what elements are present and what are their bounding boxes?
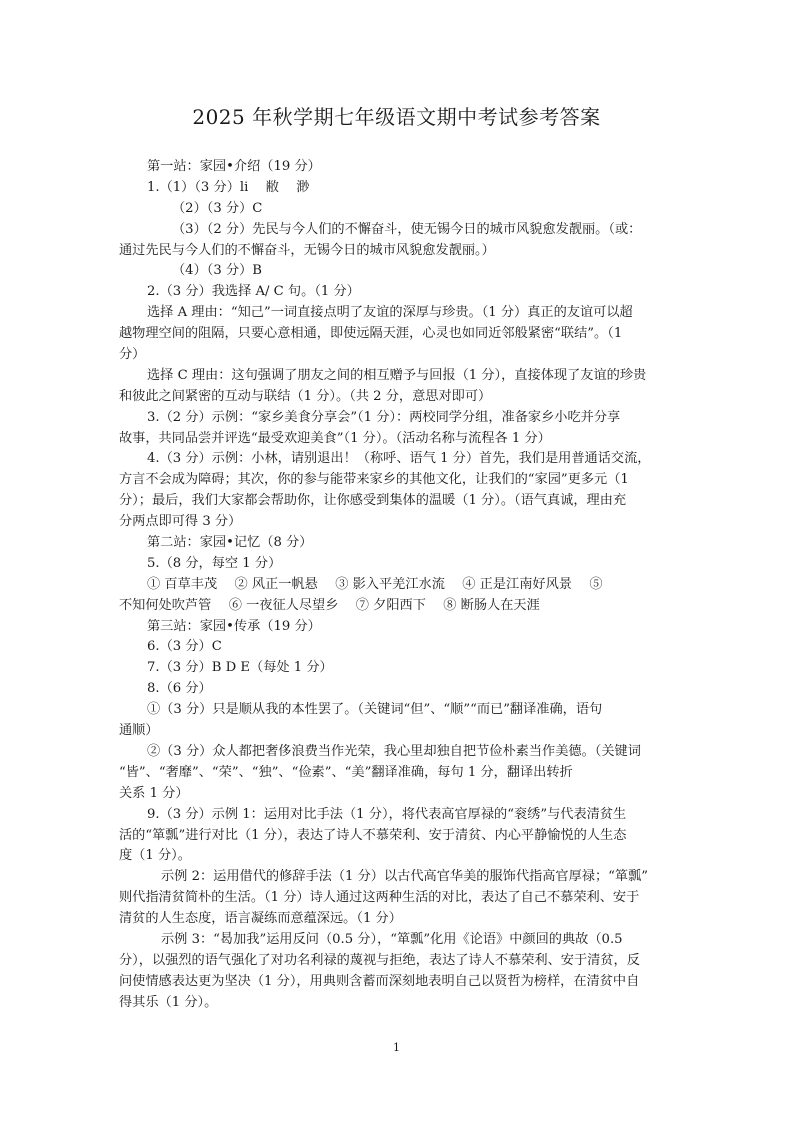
answer-line: 8.（6 分）	[147, 681, 212, 697]
answer-line: 故事，共同品尝并评选“最受欢迎美食”（1 分）。（活动名称与流程各 1 分）	[119, 430, 551, 446]
answer-line: 5.（8 分，每空 1 分）	[147, 555, 282, 571]
answer-line: ①（3 分）只是顺从我的本性罢了。（关键词“但”、“顺”“而已”翻译准确，语句	[147, 702, 603, 718]
answer-line: 9.（3 分）示例 1：运用对比手法（1 分），将代表高官厚禄的“衮绣”与代表清贫生	[147, 806, 627, 822]
section-heading: 第一站：家园•介绍（19 分）	[147, 159, 321, 174]
answer-line: 清贫的人生态度，语言凝练而意蕴深远。（1 分）	[119, 911, 402, 927]
section-heading: 第三站：家园•传承（19 分）	[147, 618, 321, 634]
answer-line: ②（3 分）众人都把奢侈浪费当作光荣，我心里却独自把节俭朴素当作美德。（关键词	[147, 743, 641, 759]
answer-line: 分），以强烈的语气强化了对功名利禄的蔑视与拒绝，表达了诗人不慕荣利、安于清贫，反	[119, 952, 640, 968]
answer-line: 和彼此之间紧密的互动与联结（1 分）。（共 2 分，意思对即可）	[119, 388, 492, 404]
page-title: 2025 年秋学期七年级语文期中考试参考答案	[192, 105, 601, 129]
answer-line: “皆”、“奢靡”、“荣”、“独”、“俭素”、“美”翻译准确，每句 1 分，翻译出转折	[119, 764, 573, 780]
answer-line: 关系 1 分）	[119, 785, 189, 801]
answer-line: 1.（1）（3 分）li 敝 渺	[147, 179, 310, 195]
answer-line: （2）（3 分）C	[172, 200, 263, 216]
answer-content	[119, 157, 679, 1014]
answer-line: 方言不会成为障碍；其次，你的参与能带来家乡的其他文化，让我们的“家园”更多元（1	[119, 472, 629, 488]
answer-line: 分）；最后，我们大家都会帮助你，让你感受到集体的温暖（1 分）。（语气真诚，理由充	[119, 493, 627, 509]
answer-line: 7.（3 分）B D E（每处 1 分）	[147, 660, 333, 676]
answer-line: 选择 C 理由：这句强调了朋友之间的相互赠予与回报（1 分），直接体现了友谊的珍贵	[147, 367, 647, 383]
section-heading: 第二站：家园•记忆（8 分）	[147, 535, 313, 551]
answer-line: 3.（2 分）示例：“家乡美食分享会”（1 分）：两校同学分组，准备家乡小吃并分享	[147, 409, 621, 425]
answer-line: 2.（3 分）我选择 A/ C 句。（1 分）	[147, 284, 360, 300]
answer-line: 6.（3 分）C	[147, 639, 222, 655]
answer-line: 分）	[119, 347, 146, 363]
answer-line: 活的“箪瓢”进行对比（1 分），表达了诗人不慕荣利、安于清贫、内心平静愉悦的人生态	[119, 827, 627, 843]
answer-line: 越物理空间的阻隔，只要心意相通，即使远隔天涯，心灵也如同近邻般紧密“联结”。（1	[119, 326, 623, 342]
answer-line: ① 百草丰茂 ② 风正一帆悬 ③ 影入平羌江水流 ④ 正是江南好风景 ⑤	[147, 576, 603, 592]
answer-line: 通过先民与今人们的不懈奋斗，无锡今日的城市风貌愈发靓丽。）	[119, 242, 495, 258]
answer-line: 度（1 分）。	[119, 848, 191, 864]
page-number: 1	[393, 1041, 400, 1054]
answer-line: 问使情感表达更为坚决（1 分），用典则含蓄而深刻地表明自己以贤哲为榜样，在清贫中自	[119, 973, 640, 989]
answer-line: （4）（3 分）B	[172, 263, 263, 279]
answer-line: 4.（3 分）示例：小林，请别退出！（称呼、语气 1 分）首先，我们是用普通话交流，	[147, 451, 651, 467]
answer-line: 示例 3：“曷加我”运用反问（0.5 分），“箪瓢”化用《论语》中颜回的典故（0.5	[161, 931, 623, 947]
answer-line: 通顺）	[119, 723, 159, 739]
answer-line: 则代指清贫简朴的生活。（1 分）诗人通过这两种生活的对比，表达了自己不慕荣利、安于	[119, 890, 640, 906]
answer-line: 得其乐（1 分）。	[119, 994, 218, 1010]
answer-line: 选择 A 理由：“知己”一词直接点明了友谊的深厚与珍贵。（1 分）真正的友谊可以超	[147, 305, 633, 321]
answer-line: 分两点即可得 3 分）	[119, 514, 242, 530]
answer-line: 不知何处吹芦管 ⑥ 一夜征人尽望乡 ⑦ 夕阳西下 ⑧ 断肠人在天涯	[119, 597, 540, 613]
answer-line: 示例 2：运用借代的修辞手法（1 分）以古代高官华美的服饰代指高官厚禄；“箪瓢”	[161, 869, 649, 885]
answer-line: （3）（2 分）先民与今人们的不懈奋斗，使无锡今日的城市风貌愈发靓丽。（或：	[172, 221, 642, 237]
